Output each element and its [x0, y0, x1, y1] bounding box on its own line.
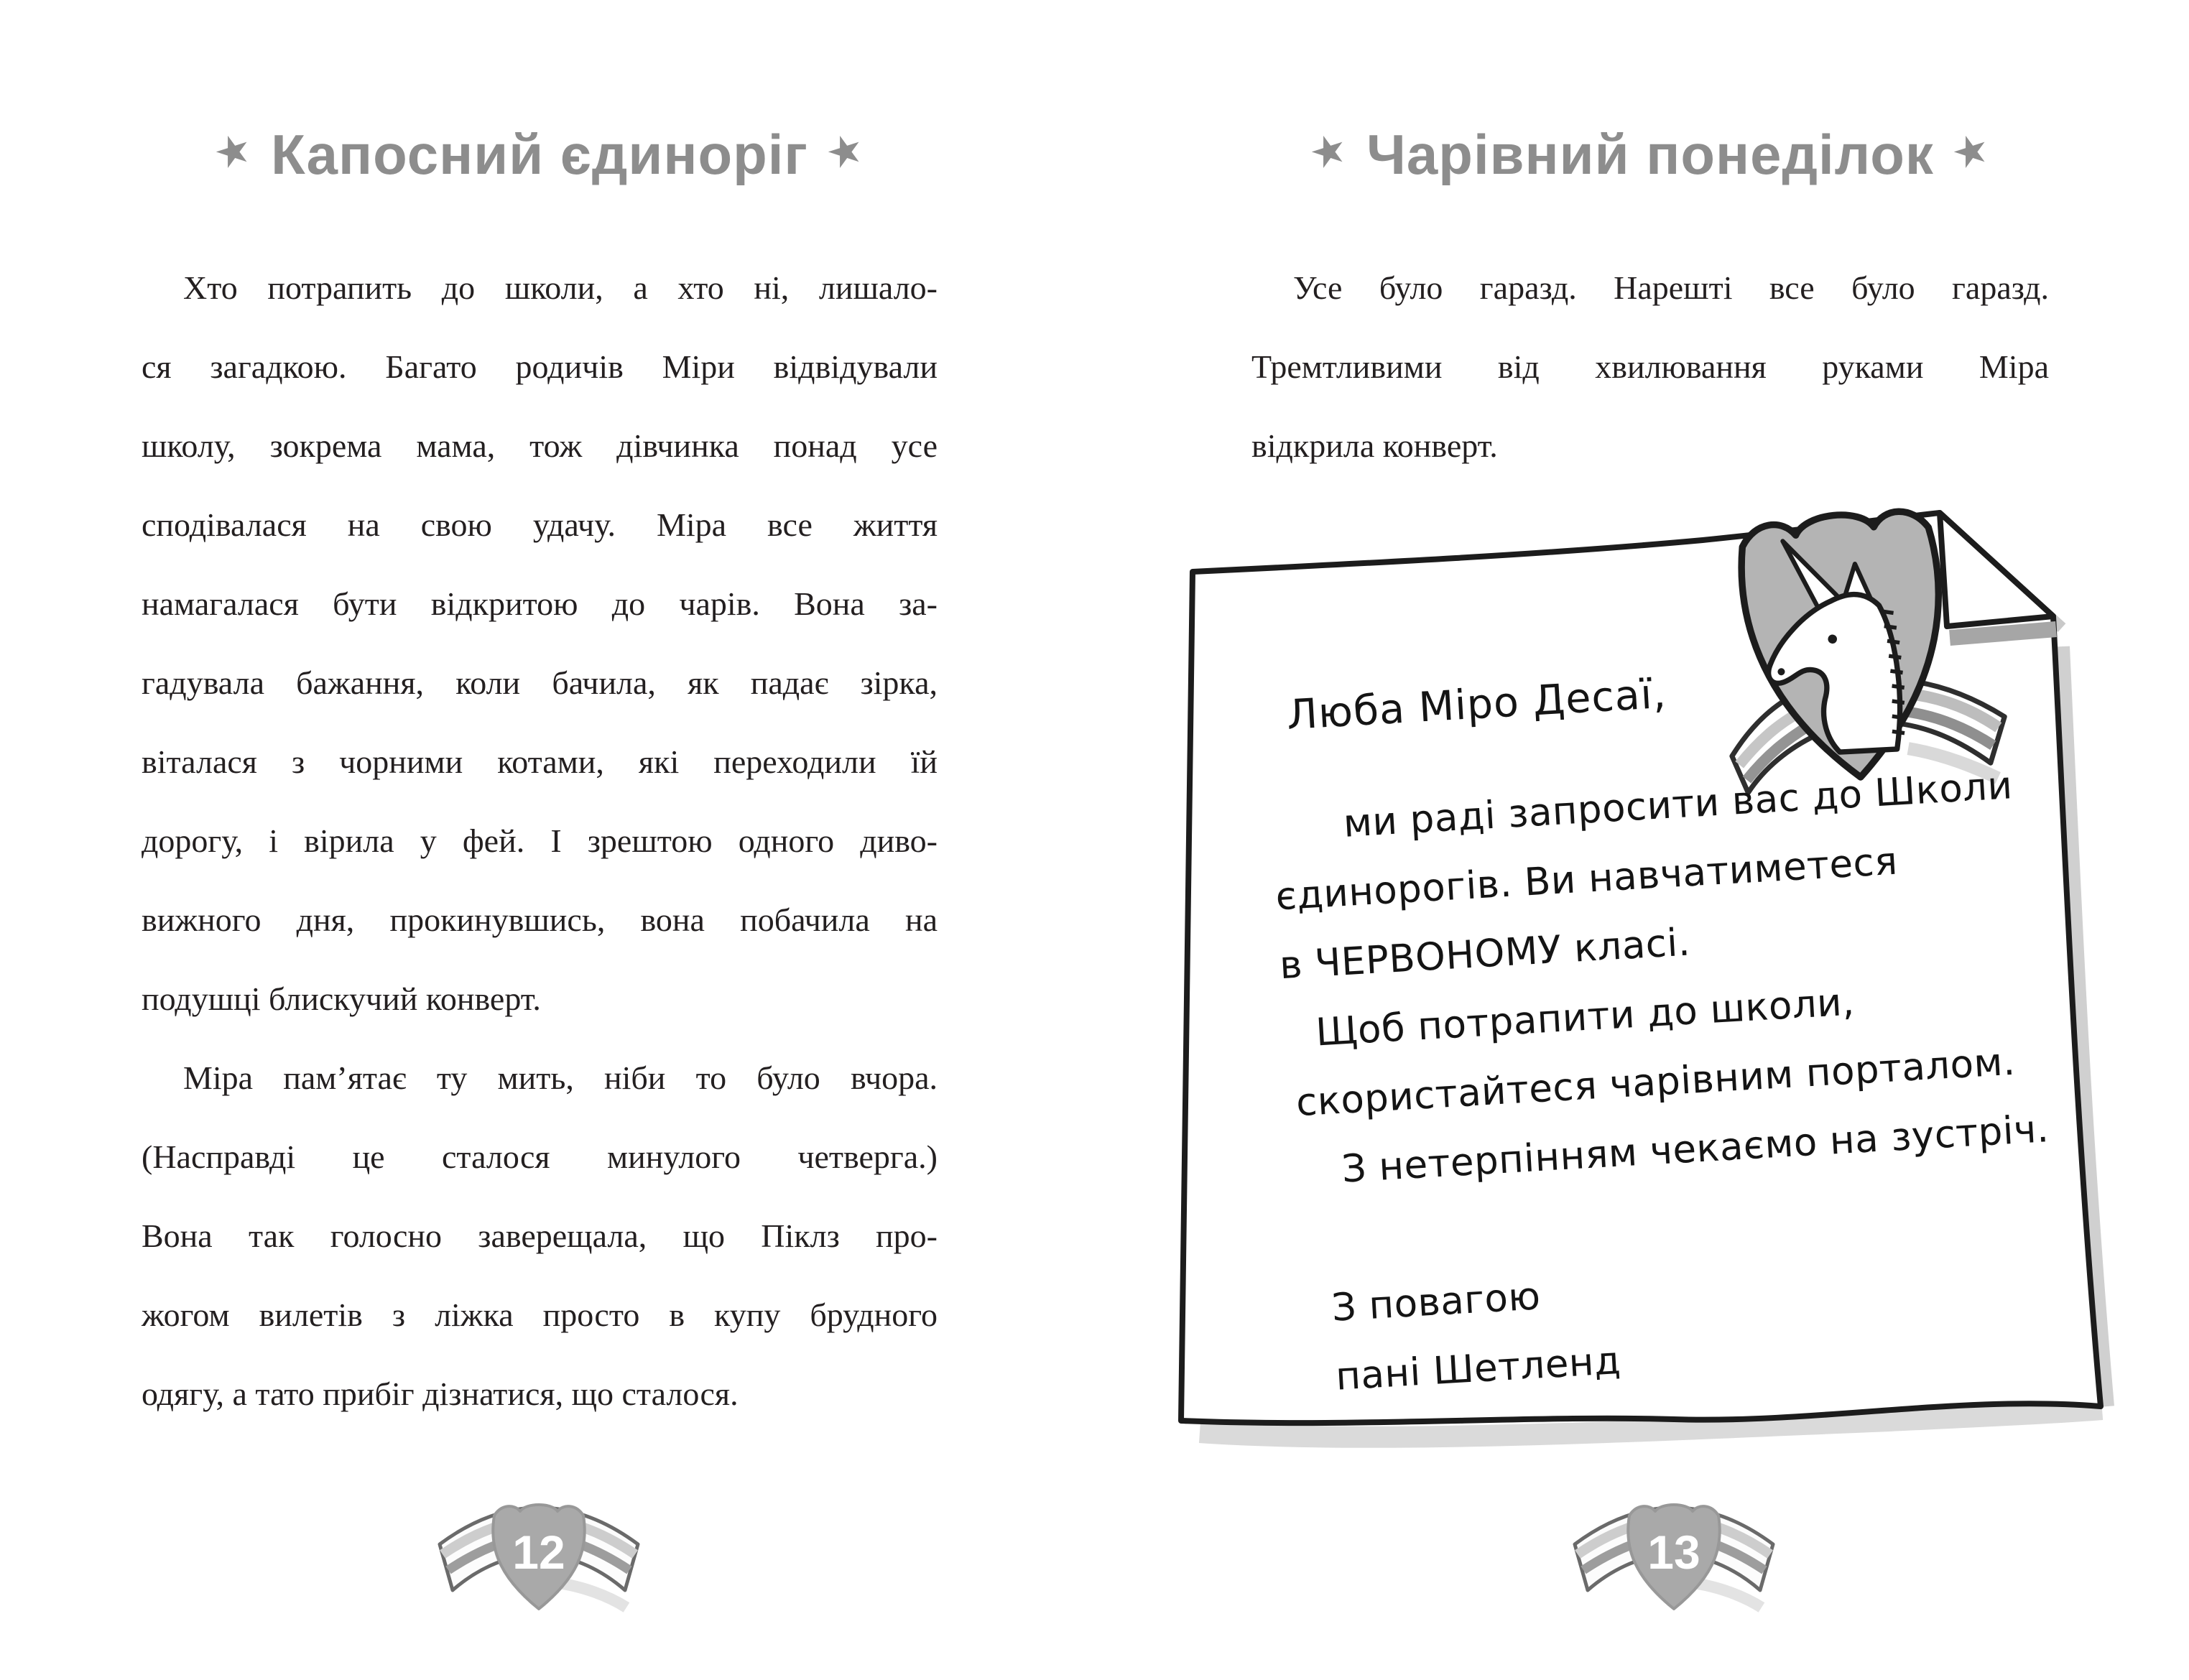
- text-line: одягу, а тато прибіг дізнатися, що сталося.: [142, 1375, 739, 1412]
- star-icon: ★: [823, 126, 869, 177]
- page-number-badge: [431, 1488, 647, 1632]
- text-line: сподівалася на свою удачу. Міра все життя: [142, 506, 938, 543]
- text-line: школу, зокрема мама, тож дівчинка понад усе: [142, 427, 938, 464]
- text-line: гадувала бажання, коли бачила, як падає зірка,: [142, 664, 938, 701]
- text-line: (Насправді це сталося минулого четверга.): [142, 1138, 938, 1175]
- text-line: Міра пам’ятає ту мить, ніби то було вчора.: [183, 1059, 938, 1096]
- letter-line: єдинорогів. Ви навчатиметеся: [1274, 839, 1899, 919]
- letter-line: скористайтеся чарівним порталом.: [1295, 1039, 2017, 1126]
- star-icon: ★: [1306, 126, 1352, 177]
- letter-line: З нетерпінням чекаємо на зустріч.: [1340, 1107, 2050, 1192]
- letter-line: в ЧЕРВОНОМУ класі.: [1278, 920, 1692, 988]
- text-line: намагалася бути відкритою до чарів. Вона за-: [142, 585, 938, 622]
- text-line: відкрила конверт.: [1251, 427, 1498, 464]
- page-number: 12: [512, 1526, 565, 1579]
- letter-body: [1269, 747, 2119, 1414]
- star-icon: ★: [1948, 126, 1994, 177]
- chapter-title-right-text: Чарівний понеділок: [1366, 123, 1934, 187]
- chapter-title-right: [1251, 122, 2049, 201]
- text-line: віталася з чорними котами, які переходили їй: [142, 743, 938, 780]
- letter-line: ми раді запросити вас до Школи: [1342, 764, 2014, 846]
- fold-corner: [1940, 513, 2053, 626]
- text-line: жогом вилетів з ліжка просто в купу брудного: [142, 1296, 938, 1333]
- letter-greeting: Люба Міро Десаї,: [1285, 669, 1668, 740]
- text-line: вижного дня, прокинувшись, вона побачила на: [142, 901, 938, 938]
- shield-ribbon-badge-icon: [431, 1488, 647, 1632]
- invitation-letter: [1171, 496, 2119, 1494]
- text-line: Тремтливими від хвилювання руками Міра: [1251, 348, 2049, 385]
- text-line: ся загадкою. Багато родичів Міри відвідували: [142, 348, 938, 385]
- shield-ribbon-badge-icon: [1566, 1488, 1782, 1632]
- letter-line: З повагою: [1330, 1274, 1542, 1330]
- star-icon: ★: [210, 126, 256, 177]
- chapter-title-left-text: Капосний єдиноріг: [271, 123, 808, 187]
- chapter-title-left: [142, 122, 938, 201]
- letter-line: Щоб потрапити до школи,: [1314, 980, 1856, 1055]
- text-line: подушці блискучий конверт.: [142, 980, 541, 1017]
- page-number-badge: [1566, 1488, 1782, 1632]
- page-number: 13: [1647, 1526, 1700, 1579]
- letter-line: пані Шетленд: [1334, 1338, 1622, 1399]
- text-line: дорогу, і вірила у фей. І зрештою одного диво-: [142, 822, 938, 859]
- text-line: Хто потрапить до школи, а хто ні, лишало-: [183, 269, 938, 306]
- letter-text: [1263, 630, 2119, 1414]
- text-line: Вона так голосно заверещала, що Піклз про-: [142, 1217, 938, 1254]
- body-text-left: [142, 249, 938, 1434]
- body-text-right: [1251, 249, 2049, 486]
- text-line: Усе було гаразд. Нарешті все було гаразд.: [1293, 269, 2049, 306]
